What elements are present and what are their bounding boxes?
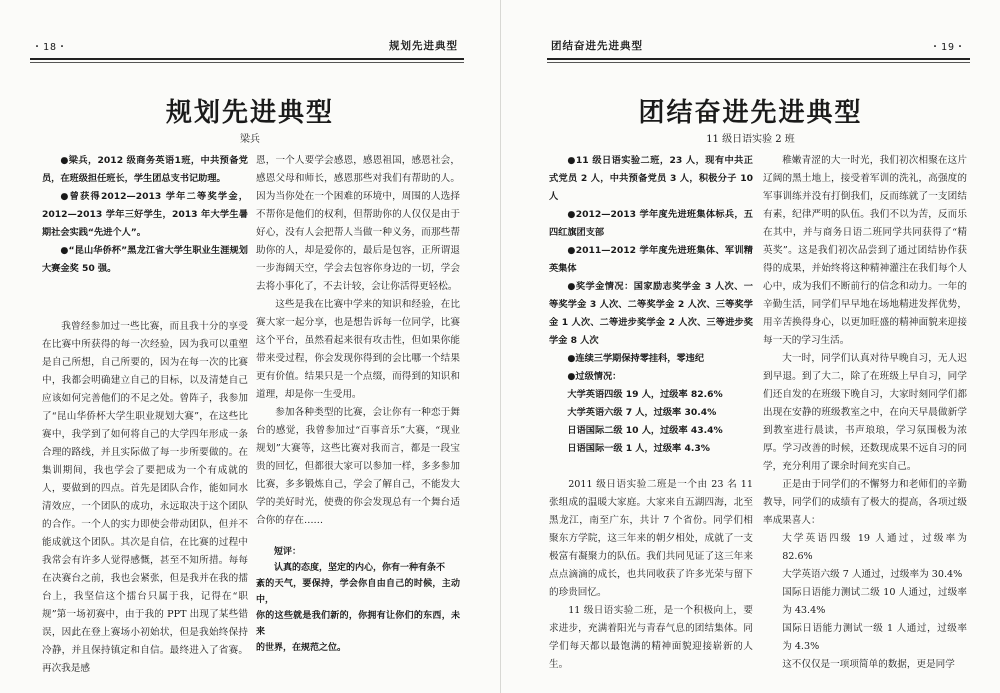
running-head-right: 团结奋进先进典型 bbox=[551, 40, 643, 52]
intro-item: ● 连续三学期保持零挂科，零违纪 bbox=[549, 350, 753, 368]
intro-item: ● 过级情况： bbox=[549, 368, 753, 386]
page-number-right: ・19・ bbox=[929, 42, 966, 53]
body-paragraph: 稚嫩青涩的大一时光，我们初次相聚在这片辽阔的黑土地上，接受着军训的洗礼，高强度的军事训练并没有打倒我们，反而练就了一支团结有素，纪律严明的队伍。我们不以为苦，反而乐在其中，并与商务日语二班同学共同获得了“精英奖”。这是我们初次品尝到了通过团结协作获得的成果，并始终将这种精神灌注在我们每个人心中，成为我们不断前行的信念和动力。一年的辛勤生活，同学们早早地在场地精进发挥优势，用辛苦换得身心，以更加旺盛的精神面貌来迎接每一天的学习生活。 bbox=[763, 155, 967, 346]
left-column-2 bbox=[256, 152, 460, 677]
review-note bbox=[256, 544, 460, 656]
intro-item: ● “昆山华侨杯”黑龙江省大学生职业生涯规划大赛金奖 50 强。 bbox=[42, 242, 248, 278]
review-line: 认真的态度，坚定的内心，你有一种有条不 bbox=[274, 563, 446, 573]
class-byline: 11 级日语实验 2 班 bbox=[706, 134, 795, 145]
body-paragraph: 大一时，同学们认真对待早晚自习，无人迟到早退。到了大二，除了在班级上早自习，同学们还自发的在班级下晚自习，大家时刻同学们都出现在安静的班级教室之中，在向天早晨做新学到教室进行晨读，书声琅琅，学习氛围极为浓厚。学习改善的时候，还数现成果不远自习的同学，充分利用了课余时间充实自己。 bbox=[763, 353, 967, 472]
author-byline: 梁兵 bbox=[240, 134, 260, 145]
review-line: 紊的天气，要保持，学会你自由自己的时候，主动中， bbox=[256, 579, 460, 605]
pass-stat: 日语国际二级 10 人，过级率 43.4% bbox=[567, 425, 723, 436]
body-paragraph: 这些是我在比赛中学来的知识和经验，在比赛大家一起分享，也是想告诉每一位同学，比赛这个平台，虽然看起来很有攻击性，但如果你能带来受过程，你会发现你得到的会比哪一个结果更有价值。结果只是一个点缀，而得到的知识和道理，却是你一生受用。 bbox=[256, 299, 460, 400]
intro-item: ● 曾获得2012—2013 学年二等奖学金，2012—2013 学年三好学生，2013 年大学生暑期社会实践“先进个人”。 bbox=[42, 188, 248, 242]
page-number-left: ・18・ bbox=[32, 42, 69, 53]
running-head-left: 规划先进典型 bbox=[389, 40, 458, 52]
pass-stat: 国际日语能力测试一级 1 人通过，过级率为 4.3% bbox=[782, 623, 967, 652]
pass-stat: 日语国际一级 1 人，过级率 4.3% bbox=[567, 443, 710, 454]
header-rule bbox=[30, 58, 464, 60]
body-paragraph: 这不仅仅是一项项简单的数据，更是同学 bbox=[782, 659, 955, 670]
pass-stat: 大学英语六级 7 人通过，过级率为 30.4% bbox=[782, 569, 963, 580]
left-column-1 bbox=[42, 152, 248, 677]
body-paragraph: 正是由于同学们的不懈努力和老师们的辛勤教导，同学们的成绩有了极大的提高，各项过级率成果喜人： bbox=[763, 479, 967, 526]
pass-stat: 大学英语四级 19 人通过，过级率为 82.6% bbox=[782, 533, 967, 562]
body-paragraph: 恩，一个人要学会感恩，感恩祖国，感恩社会，感恩父母和师长，感恩那些对我们有帮助的人。因为当你处在一个困难的环境中，周围的人选择不帮你是他们的权利，但帮助你的人仅仅是由于好心，没有人会把帮人当做一种义务，而那些帮助你的人，却是爱你的，最后是包容，正所谓退一步海阔天空，学会去包容你身边的一切，学会去将小事化了，不去计较，会让你活得更轻松。 bbox=[256, 155, 460, 292]
header-rule bbox=[547, 58, 970, 60]
body-paragraph: 参加各种类型的比赛，会让你有一种恋于舞台的感觉，我曾参加过“百事音乐”大赛，“现业规划”大赛等，这些比赛对我而言，都是一段宝贵的回忆，但都很大家可以参加一样，多多参加比赛，多多锻炼自己，学会了解自己，不能发大学的美好时光，使费的你会发现总有一个舞台适合你的存在…… bbox=[256, 407, 460, 526]
review-line: 你的这些就是我们新的，你拥有让你们的东西，未来 bbox=[256, 611, 460, 637]
body-paragraph: 我曾经参加过一些比赛，而且我十分的享受在比赛中所获得的每一次经验，因为我可以重塑是自己所想，自己所要的，因为在每一次的比赛中，我都会明确建立自己的目标，以及清楚自己应该如何完善他们的不足之处。曾阵子，我参加了“昆山华侨杯大学生职业规划大赛”，在这些比赛中，我学到了如何将自己的大学四年形成一条合理的路线，并且实际做了每一步所要做的。在集训期间，我也学会了要把成为一个有成就的人，要做到的四点。首先是团队合作，能如同水清效应，一个团队的成功，永远取决于这个团队的合作。一个人的实力即使会带动团队，但并不能成就这个团队。其次是自信，在比赛的过程中我常会有许多人觉得感慨，甚至不知所措。每每在决赛台之前，我也会紧张，但是我并在我的擂台上，我坚信这个擂台只属于我，记得在“职规”第一场初赛中，由于我的 PPT 出现了某些错误，因此在登上赛场小初始状，但是我始终保持冷静，并且保持镇定和自信。最终进入了省赛。再次我是感 bbox=[42, 321, 248, 674]
body-paragraph: 11 级日语实验二班，是一个积极向上，要求进步，充满着阳光与青春气息的团结集体。同学们每天都以最饱满的精神面貌迎接崭新的人生。 bbox=[549, 605, 753, 670]
right-page bbox=[500, 0, 1000, 693]
right-column-2 bbox=[763, 152, 967, 677]
pass-stat: 大学英语六级 7 人，过级率 30.4% bbox=[567, 407, 717, 418]
intro-item: ● 2011—2012 学年度先进班集体、军训精英集体 bbox=[549, 242, 753, 278]
review-label: 短评： bbox=[274, 547, 302, 557]
right-column-1 bbox=[549, 152, 753, 677]
intro-item: ● 11 级日语实验二班，23 人，现有中共正式党员 2 人，中共预备党员 3 人，积极分子 10 人 bbox=[549, 152, 753, 206]
article-title: 规划先进典型 bbox=[165, 98, 334, 128]
pass-stat: 大学英语四级 19 人，过级率 82.6% bbox=[567, 389, 723, 400]
intro-item: ● 奖学金情况：国家励志奖学金 3 人次、一等奖学金 3 人次、二等奖学金 2 人次、三等奖学金 1 人次、二等进步奖学金 2 人次、三等进步奖学金 8 人次 bbox=[549, 278, 753, 350]
review-line: 的世界，在规范之位。 bbox=[256, 643, 347, 653]
intro-item: ● 2012—2013 学年度先进班集体标兵，五四红旗团支部 bbox=[549, 206, 753, 242]
intro-item: ● 梁兵，2012 级商务英语1班，中共预备党员，在班级担任班长，学生团总支书记助理。 bbox=[42, 152, 248, 188]
pass-stat: 国际日语能力测试二级 10 人通过，过级率为 43.4% bbox=[782, 587, 967, 616]
article-title: 团结奋进先进典型 bbox=[638, 98, 863, 128]
body-paragraph: 2011 级日语实验二班是一个由 23 名 11 张组成的温暖大家庭。大家来自五湖四海，北至黑龙江，南至广东，共计 7 个省份。同学们相聚东方学院，这三年来的朝夕相处，成就了一支极富有凝聚力的队伍。我们共同见证了这三年来点点滴滴的成长，也共同收获了许多光荣与留下的珍贵回忆。 bbox=[549, 479, 753, 598]
